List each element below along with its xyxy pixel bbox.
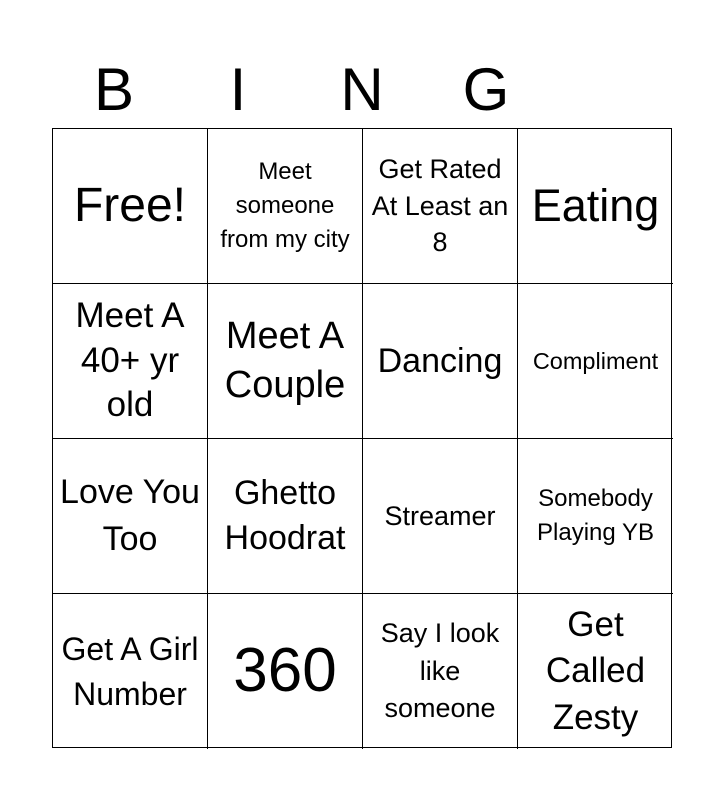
cell-text: Say I look like someone bbox=[380, 617, 500, 724]
cell-text: Compliment bbox=[532, 347, 659, 374]
cell-text: Get A Girl Number bbox=[61, 631, 199, 712]
bingo-cell[interactable] bbox=[53, 284, 208, 439]
bingo-cell[interactable] bbox=[363, 129, 518, 284]
cell-text: Free! bbox=[73, 179, 187, 233]
cell-text: Meet A Couple bbox=[224, 314, 346, 406]
header-letter-o bbox=[548, 54, 672, 126]
bingo-cell[interactable] bbox=[53, 439, 208, 594]
bingo-board bbox=[52, 128, 672, 748]
bingo-cell[interactable] bbox=[208, 284, 363, 439]
bingo-cell[interactable] bbox=[53, 594, 208, 749]
cell-text: Ghetto Hoodrat bbox=[224, 473, 346, 557]
bingo-cell[interactable] bbox=[363, 284, 518, 439]
cell-text: Eating bbox=[531, 180, 660, 231]
bingo-cell[interactable] bbox=[518, 594, 673, 749]
cell-text: 360 bbox=[233, 636, 337, 706]
cell-text: Get Rated At Least an 8 bbox=[371, 154, 509, 258]
bingo-cell[interactable] bbox=[363, 439, 518, 594]
header-letter-b: B bbox=[93, 56, 135, 123]
cell-text: Somebody Playing YB bbox=[537, 484, 654, 546]
cell-text: Meet someone from my city bbox=[220, 157, 350, 254]
cell-text: Streamer bbox=[384, 500, 496, 531]
bingo-header bbox=[52, 54, 672, 126]
bingo-cell[interactable] bbox=[208, 439, 363, 594]
bingo-cell[interactable] bbox=[208, 129, 363, 284]
bingo-cell[interactable] bbox=[363, 594, 518, 749]
bingo-cell[interactable] bbox=[518, 129, 673, 284]
header-letter-i: I bbox=[229, 56, 247, 123]
bingo-cell[interactable] bbox=[518, 284, 673, 439]
cell-text: Meet A 40+ yr old bbox=[75, 296, 185, 425]
bingo-cell[interactable] bbox=[53, 129, 208, 284]
header-letter-g: G bbox=[462, 56, 510, 123]
cell-text: Get Called Zesty bbox=[545, 604, 646, 737]
cell-text: Dancing bbox=[377, 341, 503, 380]
cell-text: Love You Too bbox=[60, 473, 200, 558]
header-letter-n: N bbox=[340, 56, 384, 123]
bingo-cell[interactable] bbox=[208, 594, 363, 749]
bingo-cell[interactable] bbox=[518, 439, 673, 594]
